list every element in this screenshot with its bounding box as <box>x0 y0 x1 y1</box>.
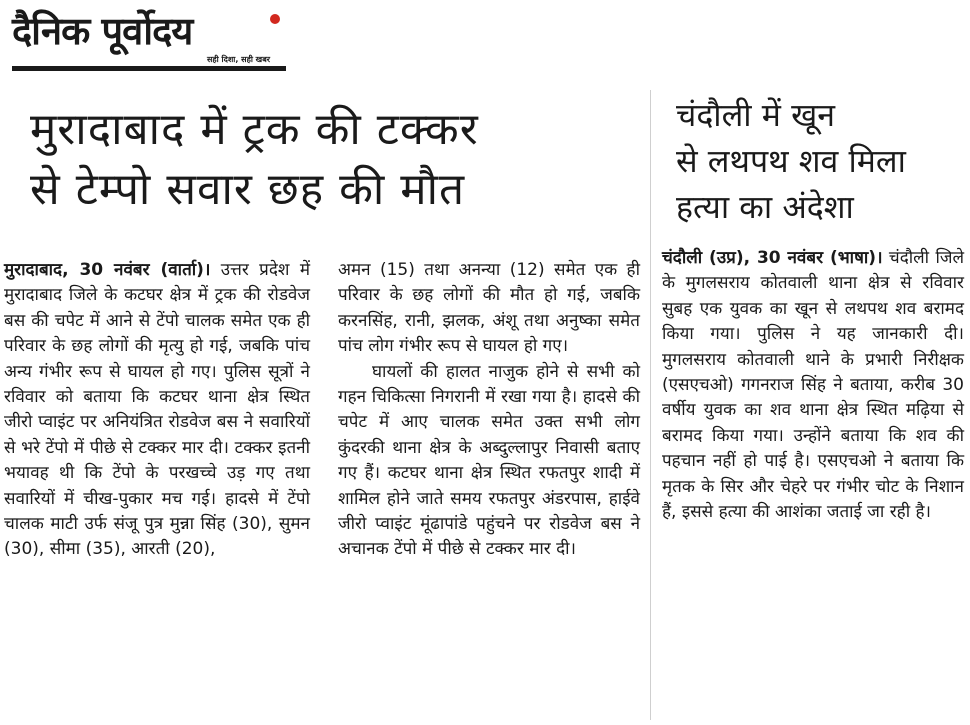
masthead <box>12 4 286 72</box>
story2-text: चंदौली जिले के मुगलसराय कोतवाली थाना क्षेत्र से रविवार सुबह एक युवक का खून से लथपथ शव बरामद किया गया। पुलिस ने यह जानकारी दी। मुगलसराय कोतवाली थाने के प्रभारी निरीक्षक (एसएचओ) गगनराज सिंह ने बताया, करीब 30 वर्षीय युवक का शव थाना क्षेत्र स्थित मढ़िया से बरामद किया गया। उन्होंने बताया कि शव की पहचान नहीं हो पाई है। एसएचओ ने बताया कि मृतक के सिर और चेहरे पर गंभीर चोट के निशान हैं, इससे हत्या की आशंका जताई जा रही है। <box>662 248 964 523</box>
masthead-tagline: सही दिशा, सही खबर <box>207 55 271 64</box>
masthead-rule <box>12 66 286 71</box>
story1-column1 <box>4 258 310 563</box>
story2-headline-line1: चंदौली में खून <box>676 96 836 134</box>
story2-column <box>662 246 964 525</box>
story1-col1-text: उत्तर प्रदेश में मुरादाबाद जिले के कटघर क्षेत्र में ट्रक की रोडवेज बस की चपेट में आने से टेंपो चालक समेत एक ही परिवार के छह लोगों की मृत्यु हो गई, जबकि पांच अन्य गंभीर रूप से घायल हो गए। पुलिस सूत्रों ने रविवार को बताया कि कटघर थाना क्षेत्र स्थित जीरो प्वाइंट पर अनियंत्रित रोडवेज बस ने सवारियों से भरे टेंपो में पीछे से टक्कर मार दी। टक्कर इतनी भयावह थी कि टेंपो के परखच्चे उड़ गए तथा सवारियों में चीख-पुकार मच गई। हादसे में टेंपो चालक माटी उर्फ संजू पुत्र मुन्ना सिंह (30), सुमन (30), सीमा (35), आरती (20), <box>4 260 310 560</box>
story1-col2-para2: घायलों की हालत नाजुक होने से सभी को गहन चिकित्सा निगरानी में रखा गया है। हादसे की चपेट में आए चालक समेत उक्त सभी लोग कुंदरकी थाना क्षेत्र के अब्दुल्लापुर निवासी बताए गए हैं। कटघर थाना क्षेत्र स्थित रफतपुर शादी में शामिल होने जाते समय रफतपुर अंडरपास, हाईवे जीरो प्वाइंट मूंढापांडे पहुंचने पर रोडवेज बस ने अचानक टेंपो में पीछे से टक्कर मार दी। <box>338 361 640 560</box>
story1-headline <box>30 100 630 220</box>
story2-dateline: चंदौली (उप्र), 30 नवंबर (भाषा)। <box>662 248 883 268</box>
story1-headline-line2: से टेम्पो सवार छह की मौत <box>30 164 466 215</box>
story2-headline <box>676 92 966 230</box>
story1-headline-line1: मुरादाबाद में ट्रक की टक्कर <box>30 104 479 155</box>
story2-headline-line3: हत्या का अंदेशा <box>676 188 854 226</box>
story2-headline-line2: से लथपथ शव मिला <box>676 142 906 180</box>
masthead-dot-icon <box>270 14 280 24</box>
story1-dateline: मुरादाबाद, 30 नवंबर (वार्ता)। <box>4 260 211 280</box>
story1-column2 <box>338 258 640 563</box>
column-divider <box>650 90 651 720</box>
story1-col2-para1: अमन (15) तथा अनन्या (12) समेत एक ही परिवार के छह लोगों की मौत हो गई, जबकि करनसिंह, रानी, झलक, अंशू तथा अनुष्का समेत पांच लोग गंभीर रूप से घायल हो गए। <box>338 260 640 357</box>
masthead-title: दैनिक पूर्वोदय <box>12 9 193 53</box>
